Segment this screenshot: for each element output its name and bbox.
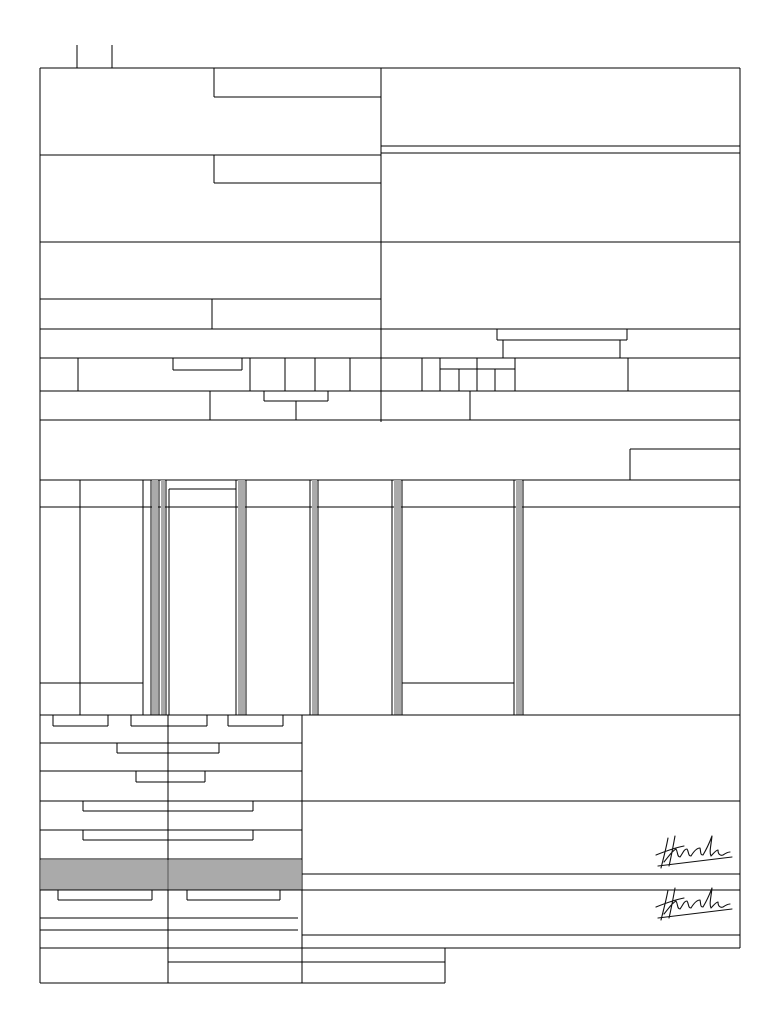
- signature-band: [40, 874, 740, 983]
- description-band: [40, 420, 740, 480]
- signature-graphic: [656, 836, 732, 868]
- shaded-cells: [41, 860, 301, 890]
- transport-row-left: [40, 358, 381, 420]
- registration-ticks: [77, 45, 112, 68]
- form-frame: [40, 68, 740, 983]
- goods-table: [40, 480, 740, 715]
- signature-graphic: [656, 888, 732, 920]
- transport-row-right: [381, 329, 740, 420]
- header-left-blocks: [40, 68, 381, 329]
- header-right-blocks: [381, 146, 740, 329]
- totals-grid: [40, 715, 740, 983]
